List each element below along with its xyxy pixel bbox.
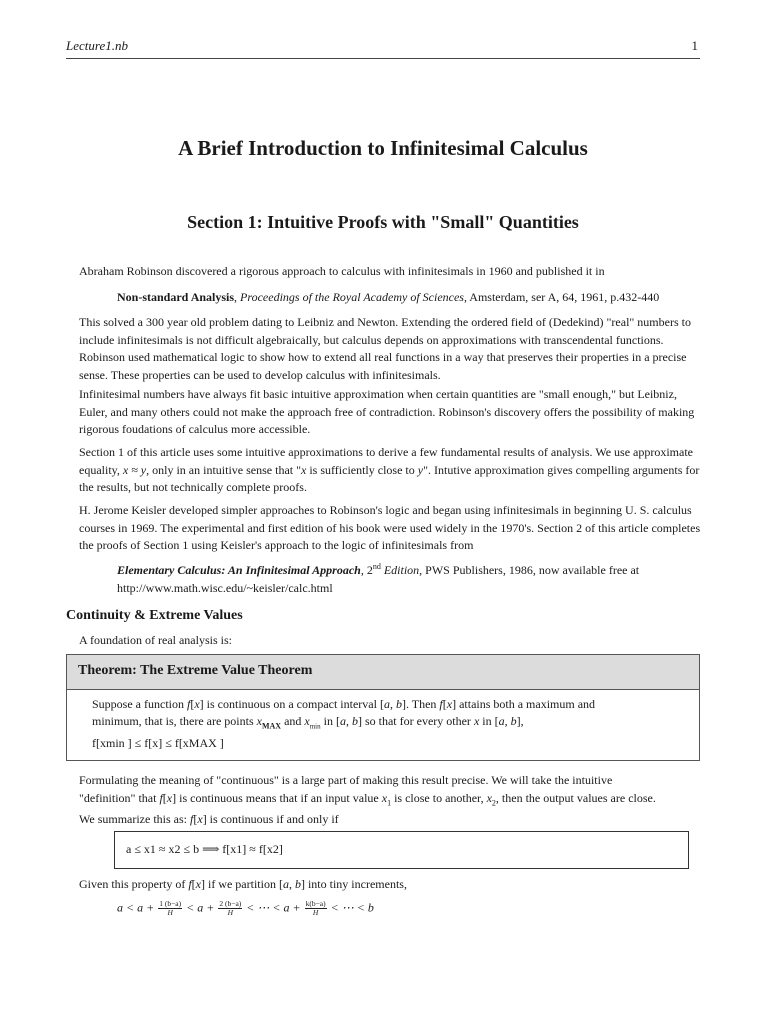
- thm-text: ]. Then: [401, 697, 440, 711]
- thm-a: a: [498, 714, 505, 728]
- p4-text-f: ". Intutive approximation gives compelling arguments for the results, but not technically complete proofs.: [79, 462, 700, 494]
- p8-b: b: [294, 877, 301, 891]
- thm-text: minimum, that is, there are points: [92, 714, 257, 728]
- ref2-italic: Edition: [380, 563, 420, 577]
- thm-x: x: [446, 697, 453, 711]
- p4-y: y: [417, 462, 424, 477]
- thm-text: and: [281, 714, 305, 728]
- p4-x: x: [301, 462, 307, 477]
- thm-min-sub: min: [309, 722, 321, 731]
- continuity-formula: a ≤ x1 ≈ x2 ≤ b ⟹ f[x1] ≈ f[x2]: [126, 842, 283, 856]
- thm-x: x: [473, 714, 480, 728]
- p7-sub: 2: [491, 797, 496, 807]
- thm-b: b: [395, 697, 402, 711]
- page-number: 1: [691, 38, 698, 53]
- paragraph-continuity: [79, 772, 703, 829]
- theorem-body: [66, 689, 700, 761]
- ref-bold: Non-standard Analysis: [117, 290, 235, 304]
- p7-text: "definition" that: [79, 790, 160, 805]
- thm-text: Suppose a function: [92, 697, 187, 711]
- ref-italic: Proceedings of the Royal Academy of Sciences: [240, 290, 464, 304]
- p7-text: Formulating the meaning of "continuous" is a large part of making this result precise. We will take the intuitive: [79, 773, 613, 787]
- ref2-sep: , 2: [360, 563, 373, 577]
- p7-f: f: [190, 812, 194, 827]
- thm-text: ] so that for every other: [357, 714, 474, 728]
- fraction-3: [305, 900, 327, 917]
- p8-x: x: [195, 877, 201, 891]
- partition-formula: [117, 900, 374, 917]
- p7-f: f: [159, 790, 163, 805]
- paragraph-infinitesimals: Infinitesimal numbers have always fit basic intuitive approximation when certain quantities are "small enough," but Leibniz, Euler, and many others could not make the approach free of contradiction. Robinson's discovery offers the possibility of making rigorous foudations of calculus more accessible.: [79, 387, 695, 436]
- thm-inequality: f[xmin ] ≤ f[x] ≤ f[xMAX ]: [92, 736, 224, 751]
- p8-a: a: [282, 877, 289, 891]
- frac-den: H: [227, 908, 234, 917]
- p7-text: , then the output values are close.: [495, 790, 656, 805]
- p4-text-d: is sufficiently close to: [306, 462, 418, 477]
- thm-text: ,: [345, 714, 352, 728]
- p4-text-a: Section 1 of this article uses some intuitive approximations to derive a few fundamental results of analysis. We use approximate equality,: [79, 445, 693, 477]
- document-title: A Brief Introduction to Infinitesimal Calculus: [178, 136, 588, 160]
- p7-text: [: [193, 812, 198, 827]
- paragraph-foundation: A foundation of real analysis is:: [79, 633, 232, 647]
- theorem-title: Theorem: The Extreme Value Theorem: [78, 663, 313, 678]
- sum-text: a < a +: [117, 900, 158, 915]
- theorem-statement: [92, 696, 682, 752]
- continuity-formula-box: [114, 831, 689, 869]
- thm-text: [: [190, 697, 195, 711]
- reference-robinson: Non-standard Analysis, Proceedings of the Royal Academy of Sciences, Amsterdam, ser A, 64, 1961, p.432-440: [117, 290, 660, 304]
- subsection-title: Continuity & Extreme Values: [66, 608, 243, 623]
- p8-f: f: [188, 877, 192, 891]
- frac-num: k(b−a): [305, 899, 326, 908]
- thm-b: b: [510, 714, 517, 728]
- thm-text: in [: [479, 714, 499, 728]
- p7-text: ] is continuous if and only if: [202, 812, 339, 827]
- paragraph-history: This solved a 300 year old problem dating to Leibniz and Newton. Extending the ordered field of (Dedekind) "real" numbers to include infinitesimals is not difficult algebraically, but calculus depends on approximations with transcendental functions. Robinson used mathematical logic to show how to extend all real functions in a way that preserves their properties in a precise sense. These properties can be used to develop calculus with infinitesimals.: [79, 315, 691, 382]
- thm-text: ,: [504, 714, 511, 728]
- sum-text: < ⋯ < a +: [243, 900, 304, 915]
- thm-a: a: [339, 714, 346, 728]
- thm-text: ] attains both a maximum and: [452, 697, 596, 711]
- thm-xmax: x: [256, 714, 262, 728]
- thm-f: f: [439, 697, 443, 711]
- page-header: [66, 38, 700, 59]
- thm-max-sub: MAX: [261, 721, 282, 731]
- thm-xmin: x: [304, 714, 310, 728]
- paragraph-keisler: H. Jerome Keisler developed simpler approaches to Robinson's logic and began using infinitesimals in beginning U. S. calculus courses in 1969. The experimental and first edition of his book were used widely in the 1970's. Section 2 of this article completes the proofs of Section 1 using Keisler's approach to the logic of infinitesimals from: [79, 503, 701, 552]
- reference-keisler: [117, 558, 703, 597]
- ref2-rest: , PWS Publishers, 1986, now available free at: [419, 563, 640, 577]
- p8-text: ,: [288, 877, 295, 891]
- section-title: Section 1: Intuitive Proofs with "Small" Quantities: [187, 212, 579, 232]
- thm-text: in [: [320, 714, 340, 728]
- ref-rest: , Amsterdam, ser A, 64, 1961, p.432-440: [463, 290, 660, 304]
- thm-f: f: [187, 697, 191, 711]
- sum-text: < ⋯ < b: [327, 900, 374, 915]
- thm-text: ] is continuous on a compact interval [: [199, 697, 384, 711]
- paragraph-partition: [79, 876, 703, 894]
- p4-text-b: , only in an intuitive sense that ": [146, 462, 301, 477]
- p7-text: is close to another,: [391, 790, 487, 805]
- frac-num: 1 (b−a): [159, 899, 182, 908]
- ref2-bold: Elementary Calculus: An Infinitesimal Approach: [117, 563, 361, 577]
- paragraph-intro: Abraham Robinson discovered a rigorous approach to calculus with infinitesimals in 1960 and published it in: [79, 264, 605, 278]
- notebook-name: Lecture1.nb: [66, 38, 128, 53]
- p7-text: We summarize this as:: [79, 812, 191, 827]
- approx-symbol: x ≈ y: [122, 462, 147, 477]
- fraction-2: [218, 900, 242, 917]
- p8-text: ] if we partition [: [200, 877, 283, 891]
- p8-text: Given this property of: [79, 877, 189, 891]
- theorem-header: [66, 654, 700, 690]
- p7-sub: 1: [387, 797, 392, 807]
- p7-x: x: [166, 790, 173, 805]
- fraction-1: [158, 900, 182, 917]
- frac-den: H: [312, 908, 319, 917]
- p7-text: ] is continuous means that if an input value: [172, 790, 382, 805]
- paragraph-section1: [79, 444, 703, 497]
- ref2-sup: nd: [372, 562, 381, 571]
- thm-text: ,: [389, 697, 396, 711]
- sum-text: < a +: [183, 900, 218, 915]
- p8-text: [: [191, 877, 196, 891]
- p7-x2: x: [486, 790, 492, 805]
- thm-x: x: [194, 697, 200, 711]
- frac-num: 2 (b−a): [219, 899, 242, 908]
- thm-text: ],: [516, 714, 524, 728]
- p7-x: x: [197, 812, 203, 827]
- p7-x1: x: [381, 790, 388, 805]
- p8-text: ] into tiny increments,: [300, 877, 407, 891]
- thm-text: [: [442, 697, 447, 711]
- frac-den: H: [167, 908, 173, 917]
- keisler-url-link[interactable]: http://www.math.wisc.edu/~keisler/calc.html: [117, 580, 333, 595]
- thm-b: b: [351, 714, 358, 728]
- p7-text: [: [162, 790, 167, 805]
- thm-a: a: [383, 697, 390, 711]
